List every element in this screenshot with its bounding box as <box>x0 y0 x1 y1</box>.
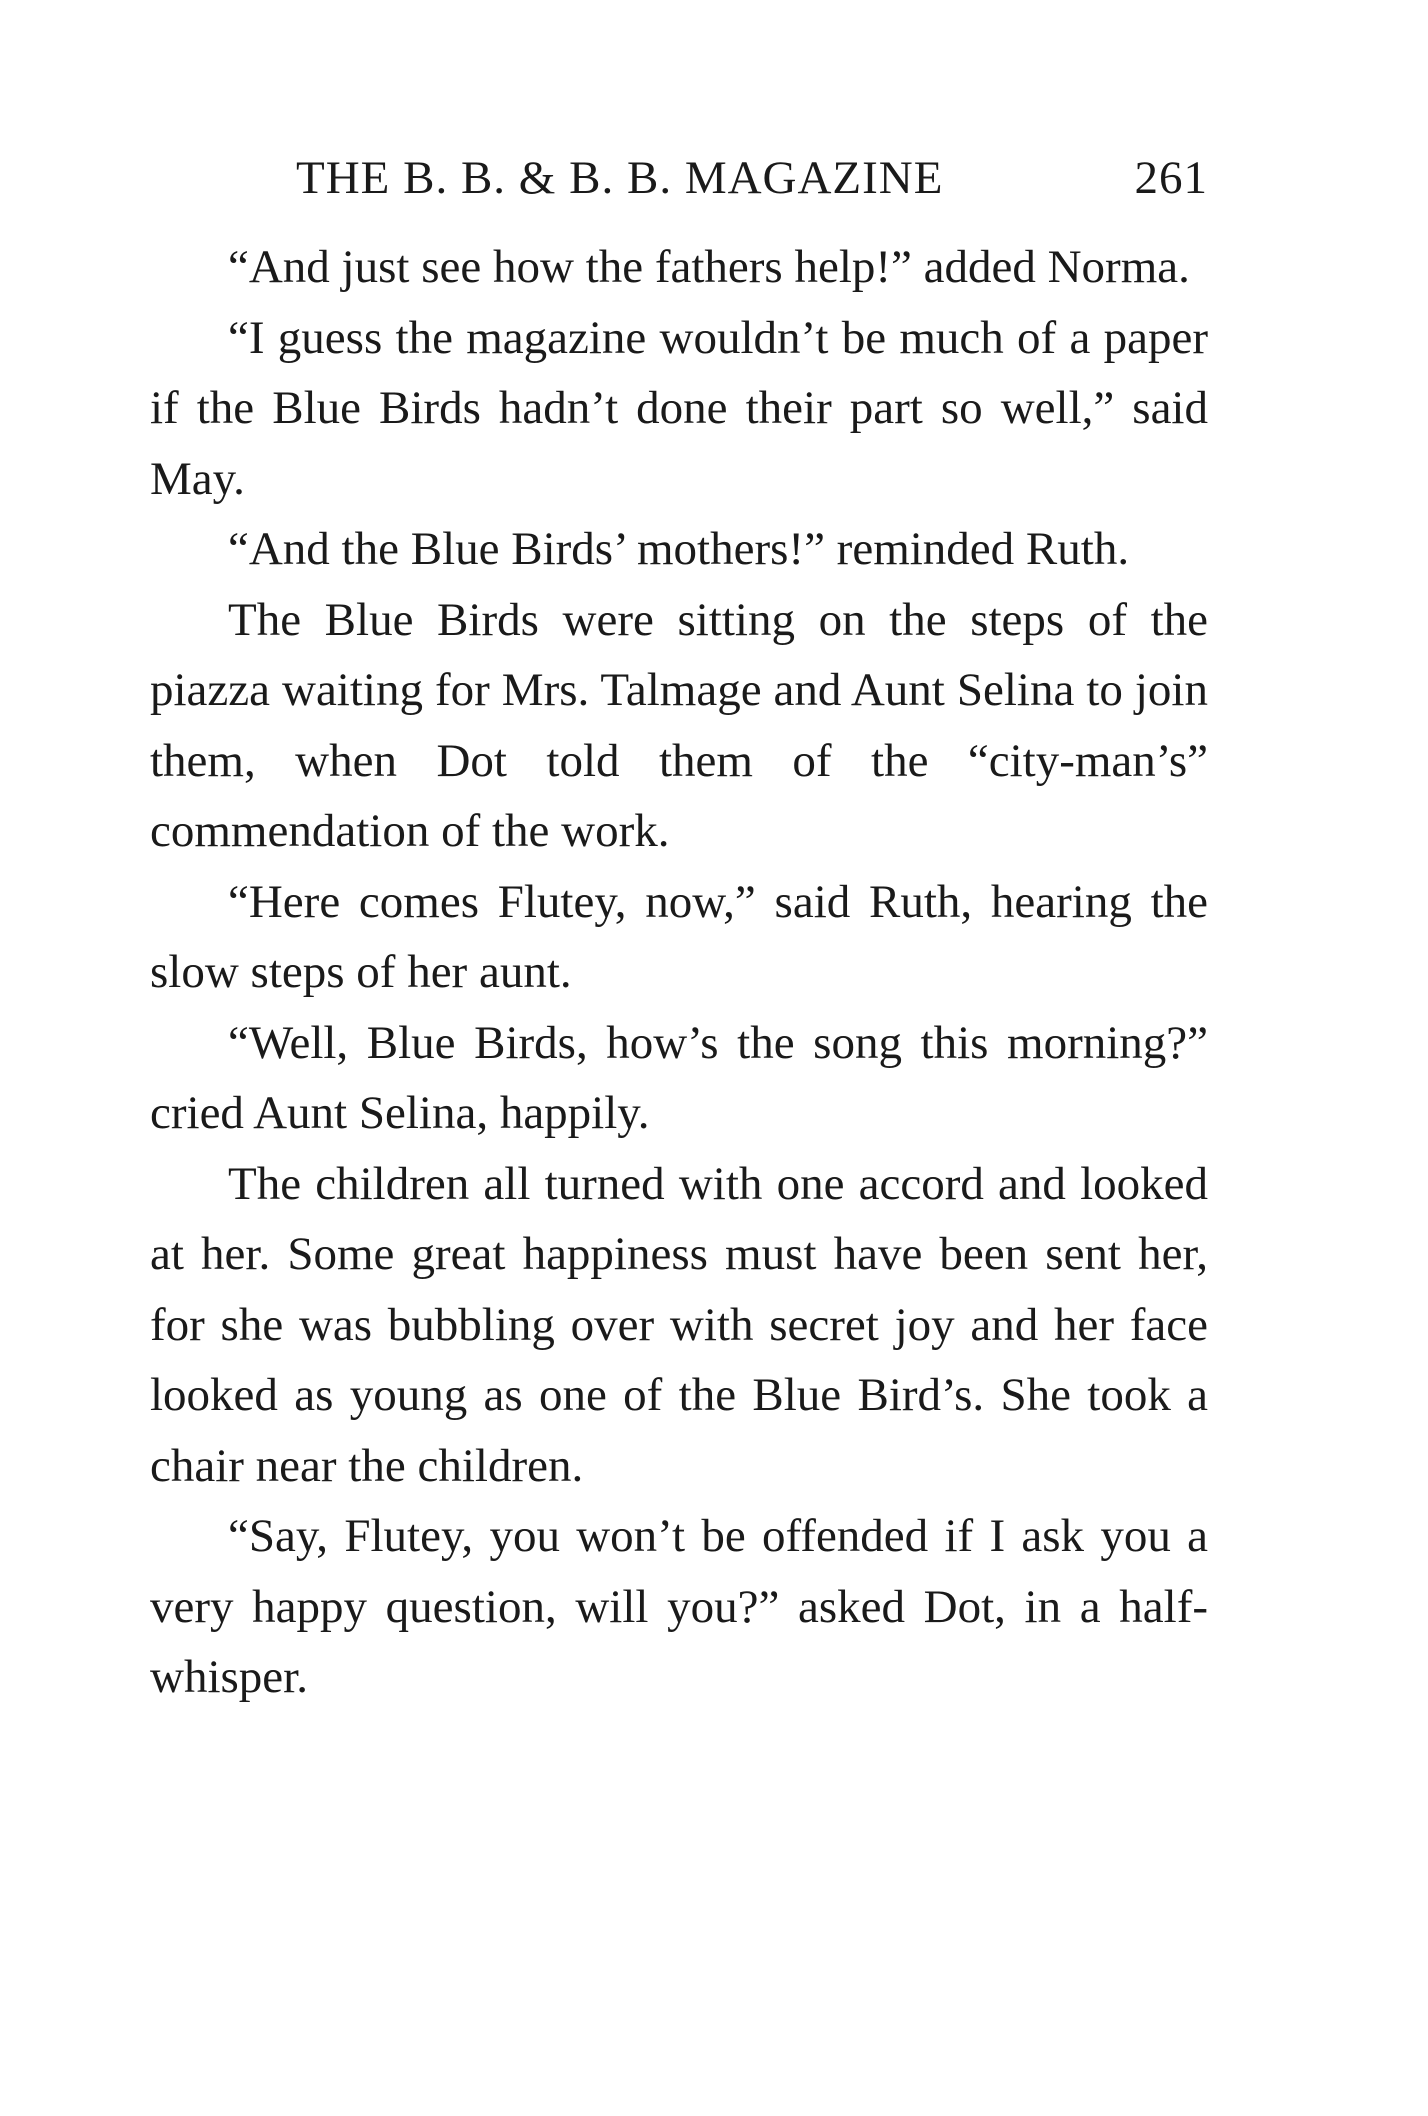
paragraph-5: “Here comes Flutey, now,” said Ruth, hearing the slow steps of her aunt. <box>150 875 1208 998</box>
paragraph-8: “Say, Flutey, you won’t be offended if I ask you a very happy question, will you?” asked Dot, in a half-whisper. <box>150 1510 1208 1703</box>
body-text <box>150 232 1208 1713</box>
paragraph-2: “I guess the magazine wouldn’t be much of a paper if the Blue Birds hadn’t done their part so well,” said May. <box>150 311 1208 505</box>
page-number: 261 <box>1134 152 1208 204</box>
paragraph-7: The children all turned with one accord and looked at her. Some great happiness must have been sent her, for she was bubbling over with secret joy and her face looked as young as one of the Blue Bird’s. She took a chair near the children. <box>150 1157 1208 1492</box>
paragraph-4: The Blue Birds were sitting on the steps of the piazza waiting for Mrs. Talmage and Aunt Selina to join them, when Dot told them of the “city-man’s” commendation of the work. <box>150 593 1208 857</box>
paragraph-1: “And just see how the fathers help!” added Norma. <box>228 241 1190 293</box>
running-title: THE B. B. & B. B. MAGAZINE <box>296 152 944 204</box>
running-head <box>296 148 1208 208</box>
paragraph-3: “And the Blue Birds’ mothers!” reminded Ruth. <box>228 523 1130 575</box>
paragraph-6: “Well, Blue Birds, how’s the song this morning?” cried Aunt Selina, happily. <box>150 1016 1208 1139</box>
